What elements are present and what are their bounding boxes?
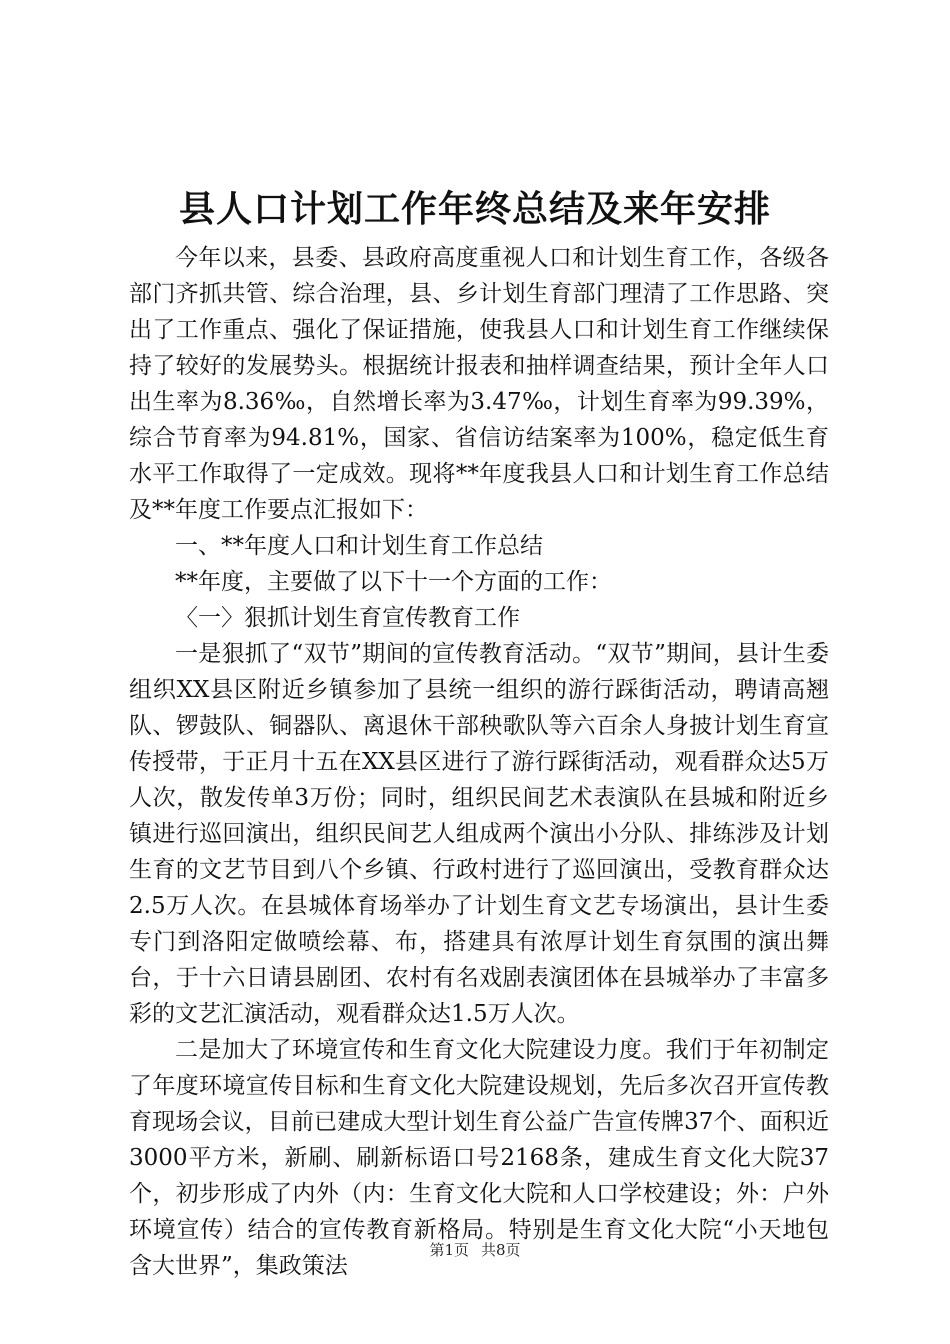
subsection-heading: 〈一〉狠抓计划生育宣传教育工作: [175, 605, 520, 631]
paragraph-item-two: 二是加大了环境宣传和生育文化大院建设力度。我们于年初制定了年度环境宣传目标和生育文化大院建设规划，先后多次召开宣传教育现场会议，目前已建成大型计划生育公益广告宣传牌37个、面积近3000平方米，新刷、刷新标语口号2168条，建成生育文化大院37个，初步形成了内外（内：生育文化大院和人口学校建设；外：户外环境宣传）结合的宣传教育新格局。特别是生育文化大院“小天地包含大世界”，集政策法: [129, 1037, 829, 1279]
page-footer: [0, 1240, 950, 1260]
paragraph-intro: 今年以来，县委、县政府高度重视人口和计划生育工作，各级各部门齐抓共管、综合治理，县、乡计划生育部门理清了工作思路、突出了工作重点、强化了保证措施，使我县人口和计划生育工作继续保持了较好的发展势头。根据统计报表和抽样调查结果，预计全年人口出生率为8.36‰，自然增长率为3.47‰，计划生育率为99.39%，综合节育率为94.81%，国家、省信访结案率为100%，稳定低生育水平工作取得了一定成效。现将**年度我县人口和计划生育工作总结及**年度工作要点汇报如下：: [129, 245, 829, 523]
section-heading: 一、**年度人口和计划生育工作总结: [175, 533, 543, 559]
document-title: 县人口计划工作年终总结及来年安排: [178, 188, 771, 230]
page-total: 共8页: [481, 1241, 521, 1259]
document-body: [129, 240, 829, 1284]
paragraph-item-one: 一是狠抓了“双节”期间的宣传教育活动。“双节”期间，县计生委组织XX县区附近乡镇参加了县统一组织的游行踩街活动，聘请高翘队、锣鼓队、铜器队、离退休干部秧歌队等六百余人身披计划生育宣传授带，于正月十五在XX县区进行了游行踩街活动，观看群众达5万人次，散发传单3万份；同时，组织民间艺术表演队在县城和附近乡镇进行巡回演出，组织民间艺人组成两个演出小分队、排练涉及计划生育的文艺节目到八个乡镇、行政村进行了巡回演出，受教育群众达2.5万人次。在县城体育场举办了计划生育文艺专场演出，县计生委专门到洛阳定做喷绘幕、布，搭建具有浓厚计划生育氛围的演出舞台，于十六日请县剧团、农村有名戏剧表演团体在县城举办了丰富多彩的文艺汇演活动，观看群众达1.5万人次。: [129, 641, 829, 1027]
section-summary: **年度，主要做了以下十一个方面的工作：: [175, 569, 612, 595]
page-number: 第1页: [429, 1241, 469, 1259]
